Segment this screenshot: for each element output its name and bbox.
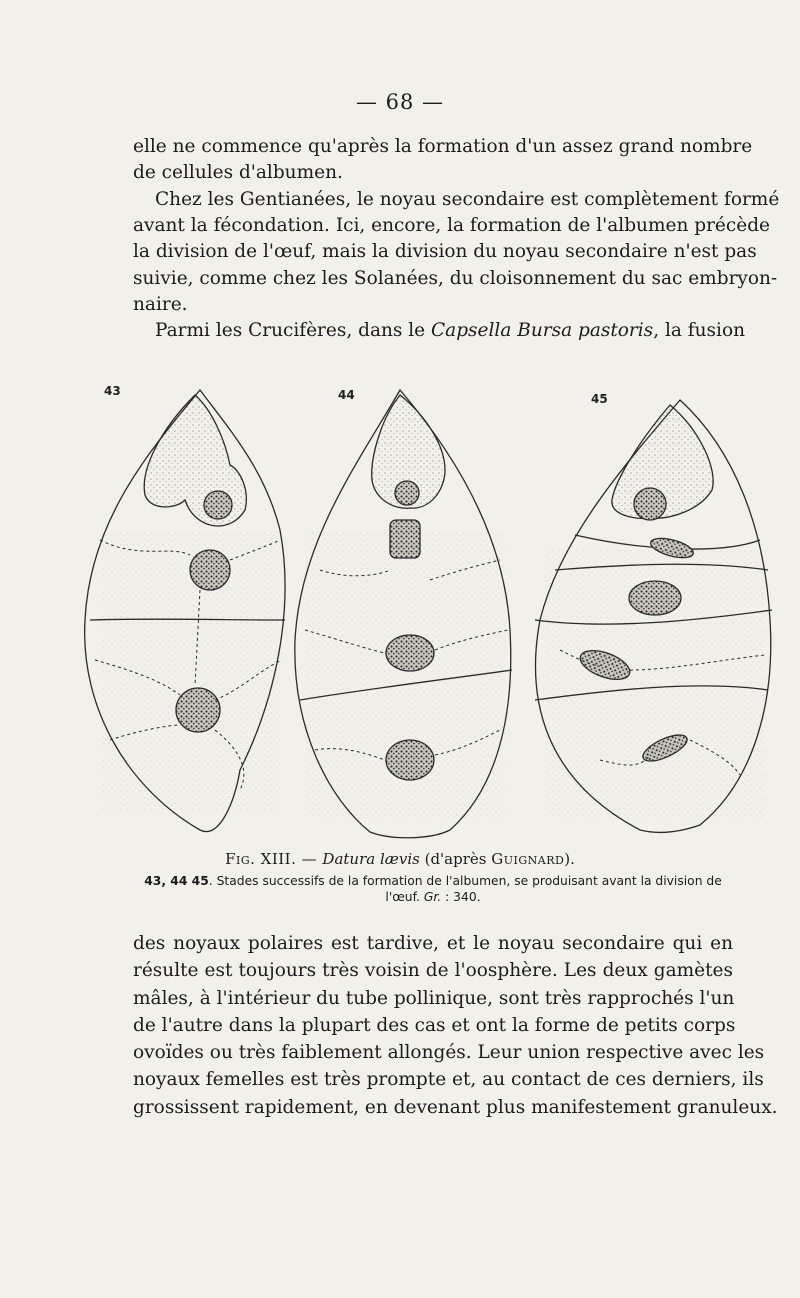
figure-legend xyxy=(133,874,733,905)
text-run: Parmi les Crucifères, dans le xyxy=(155,320,432,341)
paragraph-1 xyxy=(133,134,753,186)
text-line: noyaux femelles est très prompte et, au contact de ces derniers, ils xyxy=(133,1069,764,1091)
caption-close: ). xyxy=(564,850,575,868)
text-line: résulte est toujours très voisin de l'oosphère. Les deux gamètes xyxy=(133,960,733,982)
text-line: des noyaux polaires est tardive, et le noyau secondaire qui en xyxy=(133,933,733,954)
caption-species: Datura lævis xyxy=(322,850,420,868)
text-line: elle ne commence qu'après la formation d'un assez grand nombre xyxy=(133,136,753,157)
embryo-sac-figure xyxy=(0,370,800,845)
text-line: suivie, comme chez les Solanées, du cloisonnement du sac embryon- xyxy=(133,267,778,289)
legend-text: . Stades successifs de la formation de l'albumen, se produisant avant la division de l'œuf. xyxy=(208,874,722,904)
stage-label-45: 45 xyxy=(591,392,608,406)
legend-gr-label: Gr. xyxy=(423,889,442,904)
legend-gr-value: : 340. xyxy=(441,889,481,904)
paragraph-3 xyxy=(133,318,746,344)
text-line: de cellules d'albumen. xyxy=(133,162,343,184)
text-line: naire. xyxy=(133,293,188,315)
drawing-stage-45 xyxy=(535,400,772,832)
text-line: grossissent rapidement, en devenant plus manifestement granuleux. xyxy=(133,1096,778,1118)
text-line: Chez les Gentianées, le noyau secondaire est complètement formé xyxy=(155,189,780,210)
stage-label-44: 44 xyxy=(338,388,355,402)
page-number: — 68 — xyxy=(355,90,445,114)
figure-caption xyxy=(0,850,800,868)
drawing-stage-44 xyxy=(295,390,512,838)
paragraph-4 xyxy=(133,930,778,1121)
drawing-stage-43 xyxy=(85,390,285,832)
species-name: Capsella Bursa pastoris xyxy=(431,320,654,341)
text-line: la division de l'œuf, mais la division du noyau secondaire n'est pas xyxy=(133,241,757,263)
caption-author: Guignard xyxy=(491,850,565,868)
figure-label: Fig. XIII. — xyxy=(225,850,323,868)
caption-source: (d'après xyxy=(419,850,492,868)
text-line: mâles, à l'intérieur du tube pollinique, sont très rapprochés l'un xyxy=(133,987,735,1009)
stage-label-43: 43 xyxy=(104,384,121,398)
legend-numbers: 43, 44 45 xyxy=(144,874,209,888)
text-line: de l'autre dans la plupart des cas et ont la forme de petits corps xyxy=(133,1014,736,1036)
text-run: , la fusion xyxy=(653,320,746,341)
text-line: ovoïdes ou très faiblement allongés. Leur union respective avec les xyxy=(133,1042,765,1064)
text-line: avant la fécondation. Ici, encore, la formation de l'albumen précède xyxy=(133,215,770,237)
paragraph-2 xyxy=(133,187,780,318)
text-line xyxy=(133,318,746,344)
